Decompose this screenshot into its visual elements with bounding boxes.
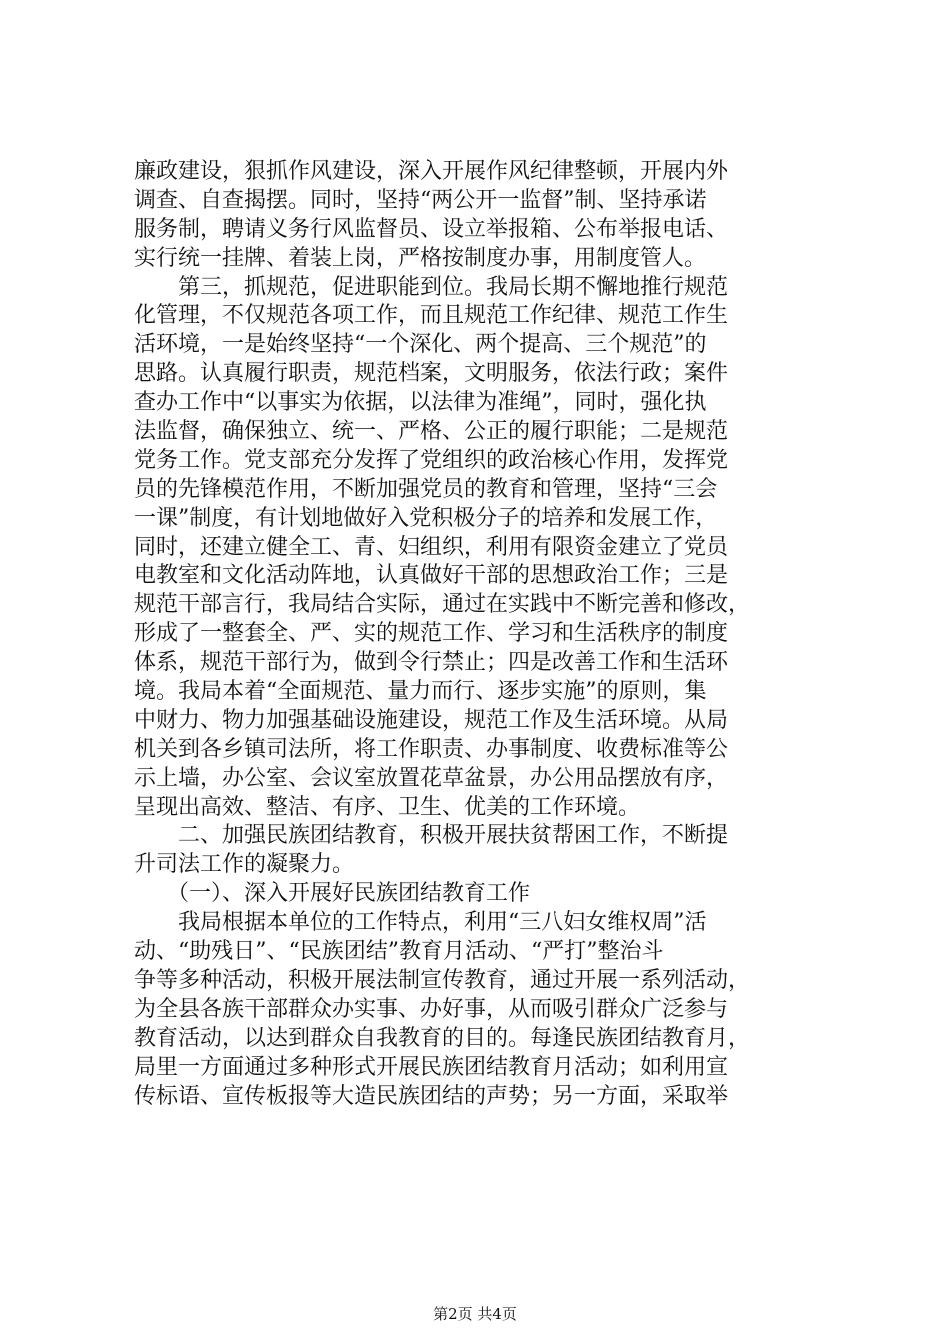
text-line: 传标语、宣传板报等大造民族团结的声势；另一方面，采取举 (134, 1083, 729, 1109)
text-line: 动、“助残日”、“民族团结”教育月活动、“严打”整治斗 (134, 939, 664, 965)
text-line: 化管理，不仅规范各项工作，而且规范工作纪律、规范工作生 (134, 303, 729, 329)
text-line: 活环境，一是始终坚持“一个深化、两个提高、三个规范”的 (134, 332, 707, 358)
text-line: 廉政建设，狠抓作风建设，深入开展作风纪律整顿，开展内外 (134, 159, 729, 184)
text-line: 呈现出高效、整洁、有序、卫生、优美的工作环境。 (134, 794, 641, 820)
text-line: 争等多种活动，积极开展法制宣传教育，通过开展一系列活动， (134, 967, 751, 993)
text-line: 示上墙，办公室、会议室放置花草盆景，办公用品摆放有序， (134, 765, 729, 791)
text-line: 电教室和文化活动阵地，认真做好干部的思想政治工作；三是 (134, 563, 729, 589)
page-footer: 第2页 共4页 (433, 1305, 517, 1323)
text-line: 服务制，聘请义务行风监督员、设立举报箱、公布举报电话、 (134, 216, 729, 242)
text-line: 同时，还建立健全工、青、妇组织，利用有限资金建立了党员 (134, 534, 729, 560)
text-line: 机关到各乡镇司法所，将工作职责、办事制度、收费标准等公 (134, 736, 729, 762)
text-line: 第三，抓规范，促进职能到位。我局长期不懈地推行规范 (134, 274, 729, 300)
text-line: （一）、深入开展好民族团结教育工作 (134, 881, 531, 907)
text-line: 形成了一整套全、严、实的规范工作、学习和生活秩序的制度 (134, 621, 729, 647)
text-line: 思路。认真履行职责，规范档案，文明服务，依法行政；案件 (134, 361, 729, 387)
text-line: 局里一方面通过多种形式开展民族团结教育月活动；如利用宣 (134, 1054, 729, 1080)
text-line: 中财力、物力加强基础设施建设，规范工作及生活环境。从局 (134, 707, 729, 733)
text-line: 实行统一挂牌、着装上岗，严格按制度办事，用制度管人。 (134, 245, 707, 271)
text-line: 为全县各族干部群众办实事、办好事，从而吸引群众广泛参与 (134, 996, 729, 1022)
text-line: 员的先锋模范作用，不断加强党员的教育和管理，坚持“三会 (134, 476, 718, 502)
text-line: 法监督，确保独立、统一、严格、公正的履行职能；二是规范 (134, 419, 729, 445)
text-line: 调查、自查揭摆。同时，坚持“两公开一监督”制、坚持承诺 (134, 187, 707, 213)
text-line: 境。我局本着“全面规范、量力而行、逐步实施”的原则，集 (134, 679, 707, 705)
text-line: 查办工作中“以事实为依据，以法律为准绳”，同时，强化执 (134, 390, 707, 416)
text-line: 一课”制度，有计划地做好入党积极分子的培养和发展工作， (134, 505, 718, 531)
text-line: 教育活动，以达到群众自我教育的目的。每逢民族团结教育月， (134, 1025, 751, 1051)
text-line: 升司法工作的凝聚力。 (134, 852, 355, 878)
text-line: 党务工作。党支部充分发挥了党组织的政治核心作用，发挥党 (134, 447, 729, 473)
text-line: 体系，规范干部行为，做到令行禁止；四是改善工作和生活环 (134, 650, 729, 676)
text-line: 我局根据本单位的工作特点，利用“三八妇女维权周”活 (134, 910, 707, 936)
text-line: 规范干部言行，我局结合实际，通过在实践中不断完善和修改， (134, 592, 751, 618)
body-text (134, 158, 834, 1111)
text-line: 二、加强民族团结教育，积极开展扶贫帮困工作，不断提 (134, 823, 729, 849)
